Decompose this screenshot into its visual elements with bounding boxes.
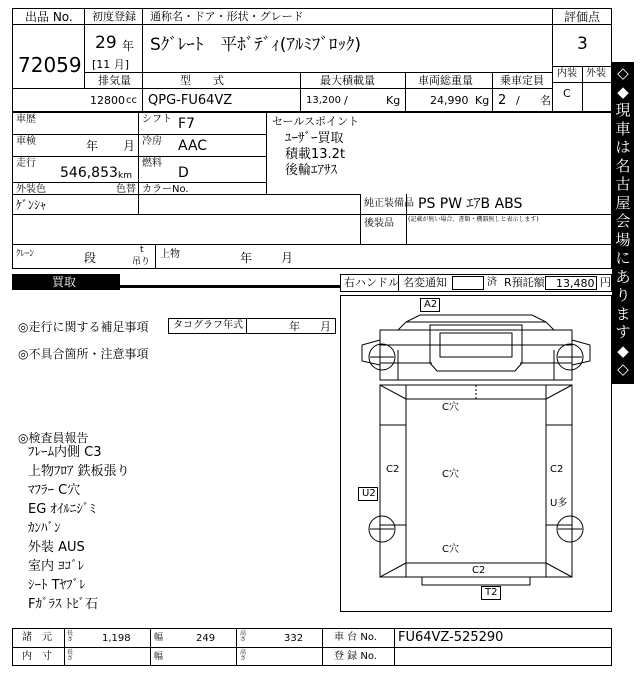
recycle-ticket: 済	[487, 277, 497, 288]
first-reg-label: 初度登録	[92, 10, 136, 23]
lot-no: 72059	[18, 53, 82, 77]
history-label: 車歴	[16, 114, 36, 125]
sales-point-1: ﾕｰｻﾞｰ買取	[285, 131, 344, 146]
max-load-value: 13,200	[306, 95, 341, 106]
fuel-label: 燃料	[142, 158, 162, 169]
color-no-label: カラーNo.	[142, 184, 189, 195]
width-label: 幅	[154, 633, 164, 643]
model-value: QPG-FU64VZ	[148, 93, 233, 108]
max-load-slash: /	[344, 94, 348, 107]
mark-t2: T2	[485, 587, 498, 598]
running-remarks-label: ◎走行に関する補足事項	[18, 320, 149, 334]
color-change-label: 色替	[116, 184, 136, 195]
inspection-year: 年	[86, 139, 99, 153]
interior-dims-label: 内 寸	[22, 651, 52, 662]
first-reg-year-unit: 年	[122, 39, 135, 53]
tachograph-label: タコグラフ年式	[173, 320, 243, 331]
gross-weight-label: 車両総重量	[418, 74, 473, 87]
max-load-unit: Kg	[386, 94, 401, 107]
name-change-box	[452, 276, 484, 290]
inspector-line-2: 上物ﾌﾛｱ 鉄板張り	[28, 464, 130, 479]
gross-weight-value: 24,990	[430, 94, 469, 107]
crane-label: ｸﾚｰﾝ	[16, 249, 35, 259]
mark-u-many: U多	[550, 498, 568, 509]
height-value: 332	[284, 633, 304, 644]
location-notice	[612, 62, 634, 384]
width-label-2: 幅	[154, 652, 164, 662]
mark-c-hole-2: C穴	[442, 469, 459, 480]
inspector-line-6: 外装 AUS	[28, 540, 85, 555]
mark-c-hole-1: C穴	[442, 402, 459, 413]
recycle-label: R預託額	[504, 276, 545, 289]
max-load-label: 最大積載量	[320, 74, 375, 87]
mark-c2-bottom: C2	[472, 565, 486, 576]
grade-label: 通称名・ドア・形状・グレード	[150, 10, 304, 23]
recycle-unit: 円	[600, 276, 611, 289]
mark-c2-right: C2	[550, 464, 564, 475]
aftermarket-note: (記載が無い場合、書類・機器無しと表示します)	[408, 216, 539, 223]
score-label: 評価点	[564, 10, 601, 24]
color-value: ｹﾞﾝｼｬ	[16, 198, 47, 212]
length-value: 1,198	[102, 633, 131, 644]
capacity-value: 2	[498, 93, 507, 108]
ac-label: 冷房	[142, 136, 162, 147]
capacity-unit: 名	[540, 94, 551, 107]
upholstery-label: 上物	[160, 249, 180, 260]
displacement-unit: cc	[126, 95, 137, 106]
dims-label: 諸 元	[22, 632, 52, 643]
mileage-value: 546,853	[60, 165, 118, 181]
displacement-value: 12800	[90, 94, 125, 107]
mark-u2: U2	[362, 488, 376, 499]
interior-label: 内装	[557, 68, 577, 79]
inspector-line-3: ﾏﾌﾗｰ C穴	[28, 483, 81, 498]
genuine-equipment-value: PS PW ｴｱB ABS	[418, 196, 523, 212]
defects-label: ◎不具合箇所・注意事項	[18, 347, 149, 361]
inspector-line-8: ｼｰﾄ Tﾔﾌﾞﾚ	[28, 578, 86, 593]
fuel-value: D	[178, 165, 189, 181]
inspector-line-9: Fｶﾞﾗｽ ﾄﾋﾞ石	[28, 597, 99, 612]
upholstery-month: 月	[281, 251, 294, 265]
capacity-slash: /	[516, 94, 520, 107]
handle-label: 右ハンドル	[344, 276, 399, 289]
shift-label: シフト	[142, 114, 172, 125]
recycle-value: 13,480	[556, 277, 595, 290]
sales-point-2: 積載13.2t	[285, 147, 346, 162]
inspection-label: 車検	[16, 136, 36, 147]
score-value: 3	[577, 34, 588, 54]
inspection-month: 月	[123, 139, 136, 153]
name-change-label: 名変通知	[403, 276, 447, 289]
height-label-2: 高さ	[240, 649, 247, 662]
first-reg-month: [11 月]	[92, 58, 130, 71]
tachograph-month: 月	[320, 320, 331, 333]
mark-c2-left: C2	[386, 464, 400, 475]
upholstery-year: 年	[240, 251, 253, 265]
capacity-label: 乗車定員	[500, 74, 544, 87]
sales-points-label: セールスポイント	[272, 115, 360, 128]
inspector-line-1: ﾌﾚｰﾑ内側 C3	[28, 445, 102, 460]
exterior-label: 外装	[586, 68, 606, 79]
first-reg-year: 29	[95, 33, 117, 53]
crane-t: t	[140, 245, 144, 255]
registration-label: 登 録 No.	[334, 651, 377, 662]
genuine-equipment-label: 純正装備品	[364, 198, 414, 209]
crane-lift: 吊り	[132, 257, 151, 267]
displacement-label: 排気量	[98, 74, 131, 87]
ac-value: AAC	[178, 138, 208, 154]
inspector-label: ◎検査員報告	[18, 431, 89, 445]
mark-a2: A2	[424, 299, 438, 310]
chassis-value: FU64VZ-525290	[398, 630, 504, 645]
width-value: 249	[196, 633, 216, 644]
lot-no-label: 出品 No.	[25, 10, 73, 24]
inspector-line-5: ｶﾝﾊﾞﾝ	[28, 521, 61, 536]
model-label: 型 式	[180, 74, 224, 87]
purchase-underline	[120, 285, 340, 288]
shift-value: F7	[178, 116, 195, 132]
mileage-label: 走行	[16, 158, 36, 169]
inspector-line-4: EG ｵｲﾙﾆｼﾞﾐ	[28, 502, 96, 517]
tachograph-year: 年	[289, 320, 300, 333]
sales-point-3: 後輪ｴｱｻｽ	[285, 163, 338, 178]
inspector-line-7: 室内 ﾖｺﾞﾚ	[28, 559, 85, 574]
mileage-unit: km	[118, 171, 132, 181]
length-label: 長さ	[67, 630, 74, 643]
purchase-bar	[12, 274, 120, 290]
location-notice-text: ◇◆現車は名古屋会場にあります◆◇	[615, 64, 631, 378]
grade-text: Sｸﾞﾚｰﾄ 平ﾎﾞﾃﾞｨ(ｱﾙﾐﾌﾞﾛｯｸ)	[150, 35, 362, 55]
mark-c-hole-3: C穴	[442, 544, 459, 555]
purchase-label: 買取	[52, 275, 77, 289]
height-label: 高さ	[240, 630, 247, 643]
aftermarket-label: 後装品	[364, 218, 394, 229]
interior-value: C	[563, 87, 571, 100]
gross-weight-unit: Kg	[475, 94, 490, 107]
color-label: 外装色	[16, 184, 46, 195]
crane-stage: 段	[84, 251, 97, 265]
chassis-label: 車 台 No.	[334, 632, 377, 643]
length-label-2: 長さ	[67, 649, 74, 662]
